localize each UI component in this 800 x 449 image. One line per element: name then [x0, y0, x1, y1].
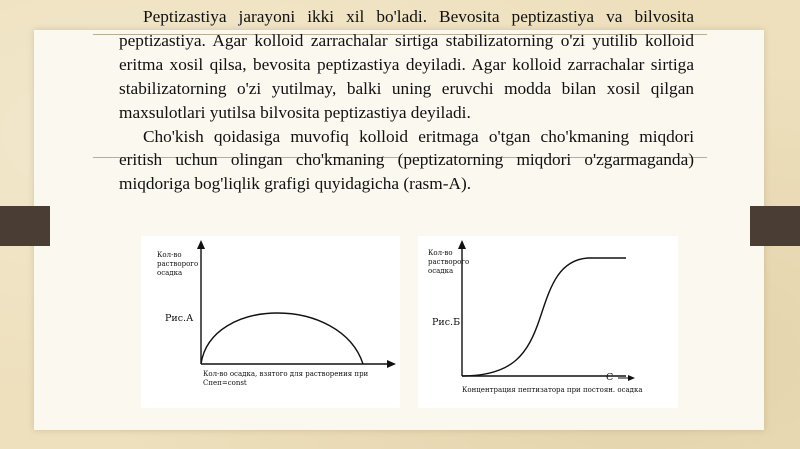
figure-a-ylabel-line-3: осадка: [157, 269, 183, 277]
paragraph-1: Peptizastiya jarayoni ikki xil bo'ladi. Bevosita peptizastiya va bilvosita peptizastiya. Agar kolloid zarrachalar sirtiga stabilizatorning o'zi yutilib kolloid eritma xosil qilsa, bevosita peptizastiya deyiladi. Agar kolloid zarrachalar sirtiga stabilizatorning o'zi yutilmay, balki uning eruvchi modda bilan xosil qilgan maxsulotlari yutilsa bilvosita peptizastiya deyiladi.: [119, 7, 694, 122]
left-edge-tab: [0, 206, 50, 246]
figure-a-xlabel-line-1: Кол-во осадка, взятого для растворения при: [203, 370, 369, 378]
figure-b-y-arrow: [458, 240, 466, 249]
figure-a-ylabel-line-2: растворого: [157, 260, 199, 268]
figure-a-ylabel-line-1: Кол-во: [157, 251, 182, 259]
figure-b-ylabel-line-2: растворого: [428, 258, 470, 266]
figure-b-c-arrow-head: [628, 375, 635, 381]
right-edge-tab: [750, 206, 800, 246]
figure-a-xlabel-line-2: Спеп=const: [203, 379, 247, 387]
figure-a-caption: Рис.А: [165, 313, 194, 324]
figure-b-x-symbol: C: [606, 372, 614, 383]
figure-b-ylabel-line-1: Кол-во: [428, 249, 453, 257]
figure-a-x-arrow: [387, 360, 396, 368]
figure-b-xlabel: Концентрация пептизатора при постоян. осадка: [462, 386, 643, 394]
paragraph-2: Cho'kish qoidasiga muvofiq kolloid eritmaga o'tgan cho'kmaning miqdori eritish uchun olingan cho'kmaning (peptizatorning miqdori o'zgarmaganda) miqdoriga bog'liqlik grafigi quyidagicha (rasm-A).: [119, 126, 694, 194]
figure-b-caption: Рис.Б: [432, 317, 461, 328]
figure-b-ylabel-line-3: осадка: [428, 267, 454, 275]
figure-a-curve: [201, 313, 363, 364]
figure-b: [418, 236, 678, 408]
figure-a-ylabel: [157, 251, 198, 278]
figure-a-xlabel: [203, 370, 368, 388]
figure-b-ylabel: [428, 249, 469, 276]
figure-a-y-arrow: [197, 240, 205, 249]
figure-b-curve: [462, 258, 626, 376]
body-text: [119, 5, 694, 196]
figure-a: [141, 236, 400, 408]
